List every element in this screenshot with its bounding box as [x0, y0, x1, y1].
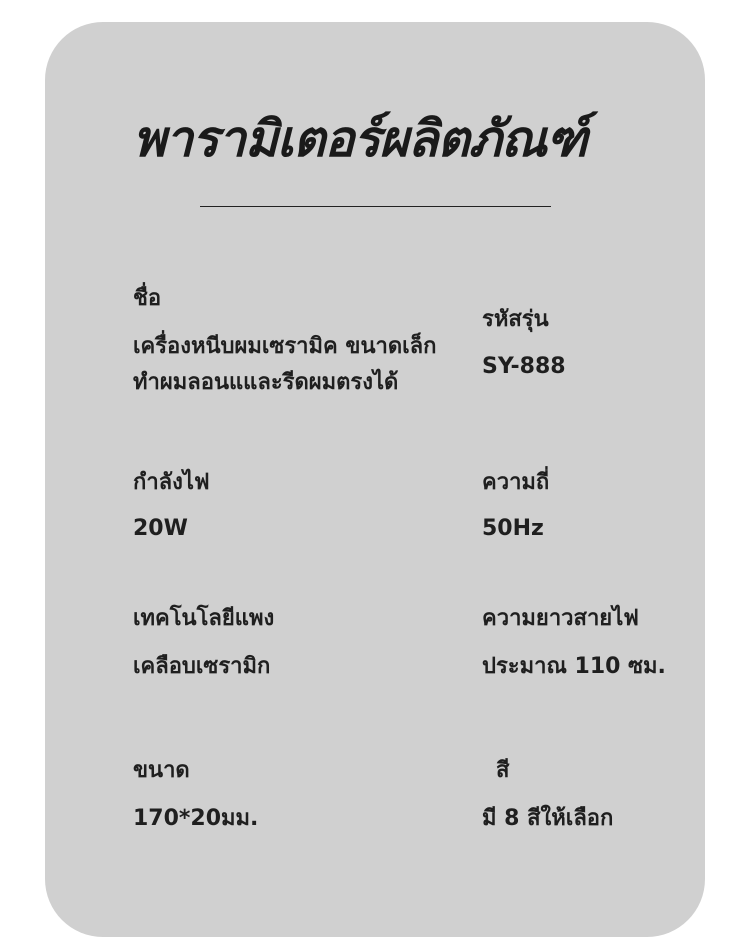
- size-value: 170*20มม.: [133, 806, 259, 831]
- color-value: มี 8 สีให้เลือก: [482, 806, 614, 831]
- cord-length-value: ประมาณ 110 ซม.: [482, 654, 666, 679]
- page-title: พารามิเตอร์ผลิตภัณฑ์: [133, 110, 587, 168]
- name-value-line2: ทำผมลอนแและรีดผมตรงได้: [133, 370, 399, 395]
- name-label: ชื่อ: [133, 286, 162, 311]
- model-value: SY-888: [482, 354, 566, 379]
- power-value: 20W: [133, 516, 188, 541]
- color-label: สี: [496, 758, 510, 783]
- cord-length-label: ความยาวสายไฟ: [482, 606, 639, 631]
- frequency-label: ความถี่: [482, 470, 550, 495]
- frequency-value: 50Hz: [482, 516, 544, 541]
- title-divider: [200, 206, 551, 207]
- power-label: กำลังไฟ: [133, 470, 210, 495]
- name-value-line1: เครื่องหนีบผมเซรามิค ขนาดเล็ก: [133, 334, 437, 359]
- plate-technology-label: เทคโนโลยีแพง: [133, 606, 275, 631]
- model-label: รหัสรุ่น: [482, 307, 549, 332]
- plate-technology-value: เคลือบเซรามิก: [133, 654, 271, 679]
- spec-card: [45, 22, 705, 937]
- size-label: ขนาด: [133, 758, 190, 783]
